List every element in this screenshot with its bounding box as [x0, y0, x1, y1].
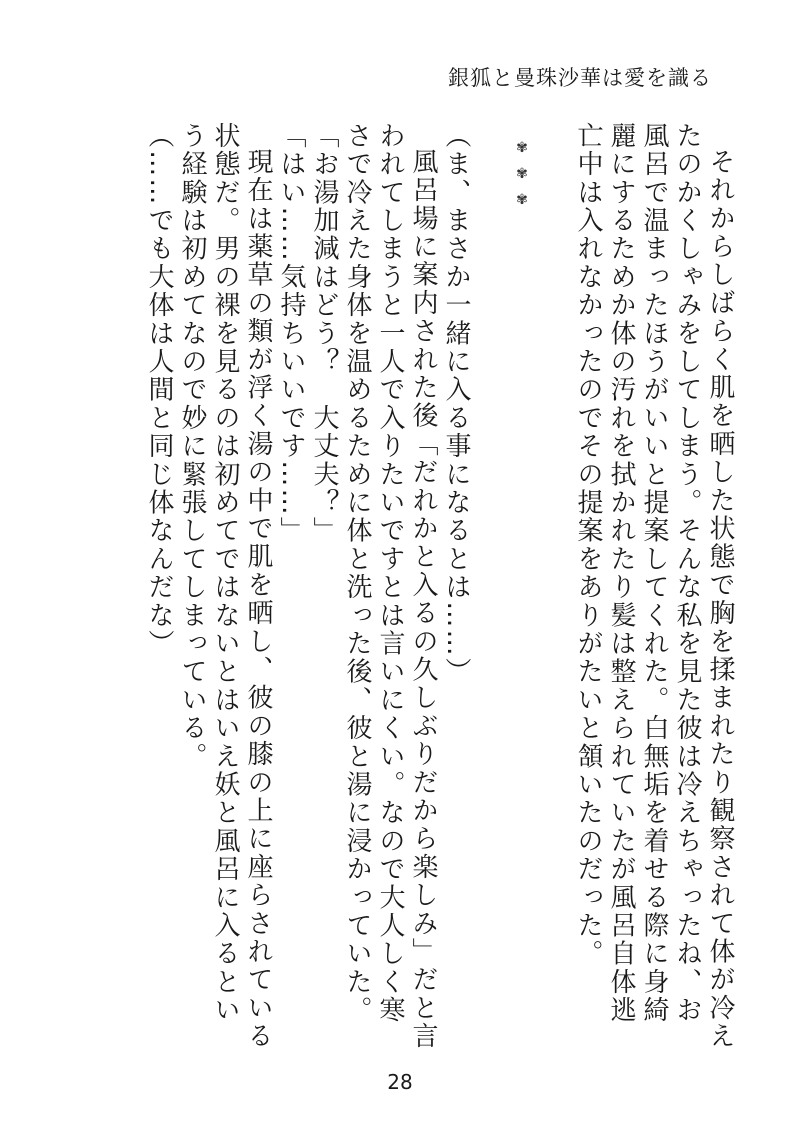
paragraph: 風呂場に案内された後「だれかと入るの久しぶりだから楽しみ」だと言われてしまうと一人で入りたいですとは言いにくい。なので大人しく寒さで冷えた身体を温めるために体と洗った後、彼と湯に浸かっていた。	[342, 122, 438, 1051]
blank-line	[538, 122, 571, 1052]
running-header: 銀狐と曼珠沙華は愛を識る	[448, 66, 712, 90]
section-separator: ✾✾✾	[514, 140, 530, 218]
dialogue-line: 「お湯加減はどう？ 大丈夫？」	[309, 122, 339, 545]
blank-line	[472, 122, 505, 1052]
paragraph: 現在は薬草の類が浮く湯の中で肌を晒し、彼の膝の上に座らされている状態だ。男の裸を見るのは初めてではないとはいえ妖と風呂に入るという経験は初めてなので妙に緊張してしまっている。	[177, 122, 273, 1051]
novel-body	[136, 122, 736, 1052]
paragraph: （ま、まさか一緒に入る事になるとは……）	[441, 122, 471, 686]
dialogue-line: 「はい……気持ちいいです……」	[276, 122, 306, 545]
paragraph: （……でも大体は人間と同じ体なんだな）	[144, 122, 174, 658]
paragraph: それからしばらく肌を晒した状態で胸を揉まれたり観察されて体が冷えたのかくしゃみをしてしまう。そんな私を見た彼は冷えちゃったね、お風呂で温まったほうがいいと提案してくれた。白無垢を着せる際に身綺麗にするためか体の汚れを拭かれたり髪は整えられていたが風呂自体逃亡中は入れなかったのでその提案をありがたいと頷いたのだった。	[573, 122, 735, 1051]
page-number: 28	[387, 1070, 413, 1094]
